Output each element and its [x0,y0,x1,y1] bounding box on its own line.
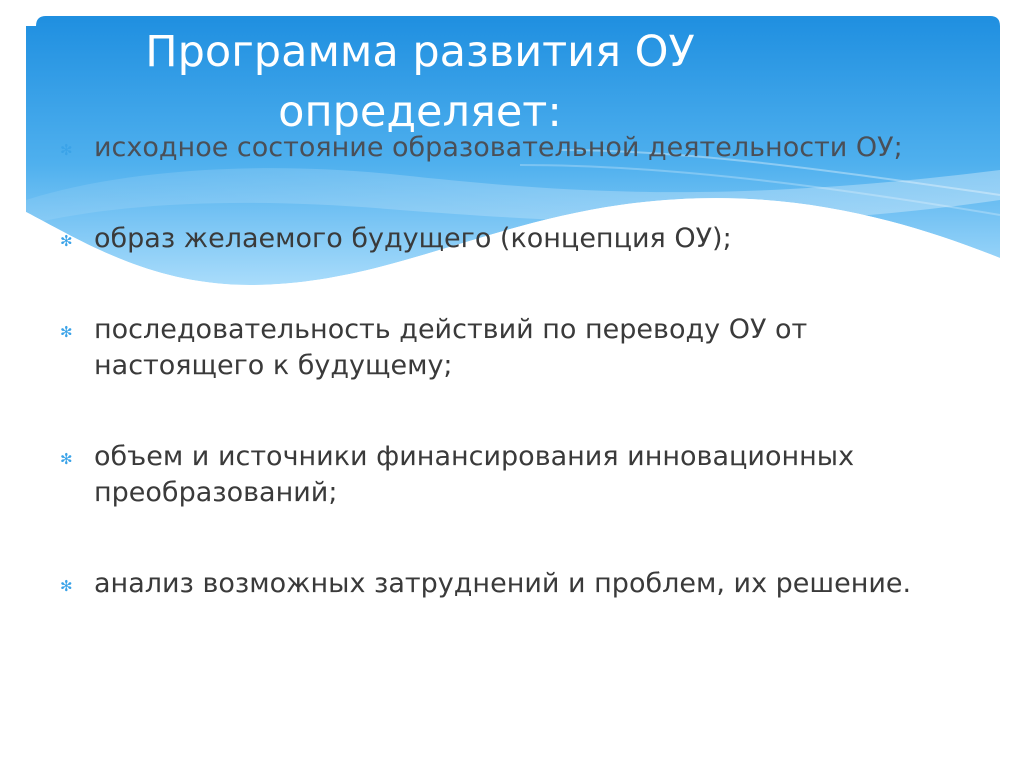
bullet-text: анализ возможных затруднений и проблем, их решение. [94,568,912,599]
asterisk-bullet-icon: ✻ [60,577,73,595]
asterisk-bullet-icon: ✻ [60,141,73,159]
slide-title: Программа развития ОУ определяет: [145,27,695,137]
bullet-text: объем и источники финансирования инновационных преобразований; [94,441,855,508]
bullet-text: последовательность действий по переводу ОУ от настоящего к будущему; [94,314,808,381]
asterisk-bullet-icon: ✻ [60,232,73,250]
bullet-list [60,130,920,657]
bullet-item-difficulties [60,566,920,602]
asterisk-bullet-icon: ✻ [60,450,73,468]
bullet-item-funding [60,439,920,511]
bullet-item-action-sequence [60,312,920,384]
bullet-item-desired-future [60,221,920,257]
asterisk-bullet-icon: ✻ [60,323,73,341]
bullet-text: исходное состояние образовательной деятельности ОУ; [94,132,903,163]
bullet-text: образ желаемого будущего (концепция ОУ); [94,223,732,254]
bullet-item-initial-state [60,130,920,166]
